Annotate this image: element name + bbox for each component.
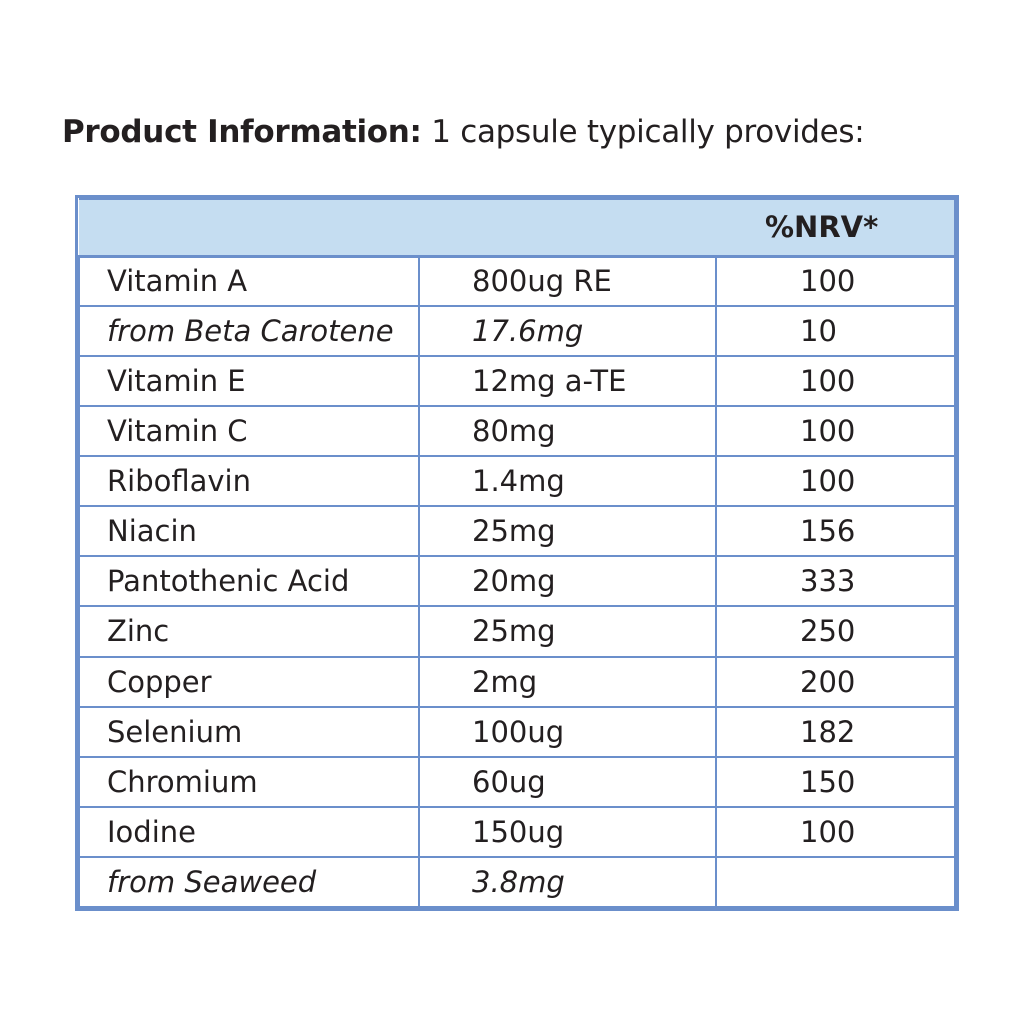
- heading-bold-label: Product Information:: [62, 114, 422, 150]
- nrv-cell: 100: [716, 256, 955, 306]
- amount-cell: 2mg: [419, 657, 716, 707]
- amount-cell: 25mg: [419, 506, 716, 556]
- nutrition-table-container: [75, 195, 959, 911]
- nutrient-name-cell: Selenium: [79, 707, 419, 757]
- header-cell-nutrient: [79, 199, 419, 256]
- amount-cell: 25mg: [419, 606, 716, 656]
- nutrition-table: [78, 198, 956, 908]
- table-row: [79, 506, 955, 556]
- nrv-cell: 200: [716, 657, 955, 707]
- nutrient-name-cell: Zinc: [79, 606, 419, 656]
- nutrient-name-cell: Iodine: [79, 807, 419, 857]
- amount-cell: 12mg a-TE: [419, 356, 716, 406]
- nrv-cell: 100: [716, 356, 955, 406]
- table-row: [79, 306, 955, 356]
- nutrient-name-cell: Copper: [79, 657, 419, 707]
- header-cell-amount: [419, 199, 716, 256]
- amount-cell: 60ug: [419, 757, 716, 807]
- nrv-cell: 250: [716, 606, 955, 656]
- table-row: [79, 606, 955, 656]
- nutrient-name-cell: Pantothenic Acid: [79, 556, 419, 606]
- table-row: [79, 807, 955, 857]
- nutrient-name-cell: Vitamin A: [79, 256, 419, 306]
- nrv-cell: 150: [716, 757, 955, 807]
- amount-cell: 80mg: [419, 406, 716, 456]
- table-row: [79, 256, 955, 306]
- amount-cell: 17.6mg: [419, 306, 716, 356]
- table-row: [79, 857, 955, 907]
- nutrient-name-cell: Riboflavin: [79, 456, 419, 506]
- table-row: [79, 657, 955, 707]
- amount-cell: 20mg: [419, 556, 716, 606]
- table-row: [79, 757, 955, 807]
- nutrient-name-cell: Niacin: [79, 506, 419, 556]
- nutrient-name-cell: Chromium: [79, 757, 419, 807]
- nutrient-name-cell: from Beta Carotene: [79, 306, 419, 356]
- table-header: [79, 199, 955, 256]
- nrv-cell: [716, 857, 955, 907]
- table-row: [79, 556, 955, 606]
- table-row: [79, 356, 955, 406]
- heading-text: 1 capsule typically provides:: [421, 114, 865, 150]
- nrv-cell: 333: [716, 556, 955, 606]
- nrv-cell: 100: [716, 406, 955, 456]
- amount-cell: 100ug: [419, 707, 716, 757]
- nrv-cell: 100: [716, 807, 955, 857]
- amount-cell: 150ug: [419, 807, 716, 857]
- nrv-cell: 100: [716, 456, 955, 506]
- table-row: [79, 707, 955, 757]
- nrv-cell: 182: [716, 707, 955, 757]
- nutrient-name-cell: Vitamin E: [79, 356, 419, 406]
- table-row: [79, 456, 955, 506]
- nrv-cell: 156: [716, 506, 955, 556]
- nutrient-name-cell: from Seaweed: [79, 857, 419, 907]
- product-information-heading: [62, 112, 864, 152]
- amount-cell: 3.8mg: [419, 857, 716, 907]
- table-body: [79, 256, 955, 907]
- table-row: [79, 406, 955, 456]
- header-cell-nrv: %NRV*: [716, 199, 955, 256]
- table-header-row: [79, 199, 955, 256]
- nrv-cell: 10: [716, 306, 955, 356]
- amount-cell: 1.4mg: [419, 456, 716, 506]
- nutrient-name-cell: Vitamin C: [79, 406, 419, 456]
- amount-cell: 800ug RE: [419, 256, 716, 306]
